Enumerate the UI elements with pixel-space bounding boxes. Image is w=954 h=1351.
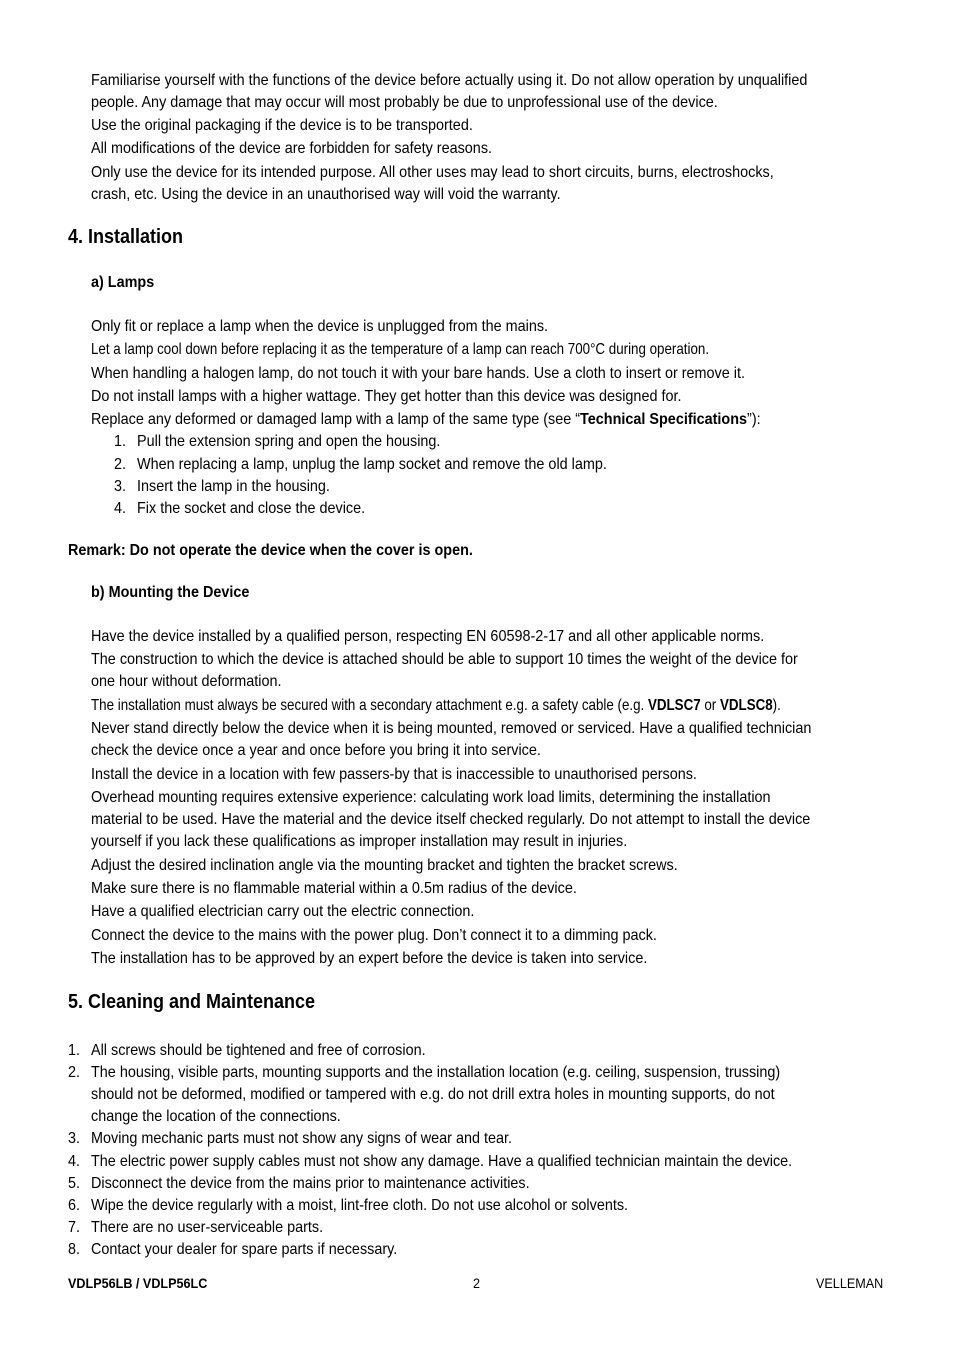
lamps-line: Only fit or replace a lamp when the device is unplugged from the mains. [91, 318, 549, 335]
mounting-line: The construction to which the device is attached should be able to support 10 times the weight of the device for [91, 651, 798, 668]
item-number: 5. [68, 1175, 81, 1192]
product-code: VDLSC7 [647, 697, 701, 714]
step-text: Pull the extension spring and open the housing. [137, 433, 441, 450]
mounting-line: Overhead mounting requires extensive experience: calculating work load limits, determining the installation [91, 789, 771, 806]
item-text: Contact your dealer for spare parts if necessary. [91, 1241, 398, 1258]
footer-model: VDLP56LB / VDLP56LC [68, 1275, 208, 1291]
mounting-line: one hour without deformation. [91, 673, 282, 690]
intro-line: All modifications of the device are forbidden for safety reasons. [91, 140, 493, 157]
step-text: Insert the lamp in the housing. [137, 478, 330, 495]
item-number: 2. [68, 1064, 81, 1081]
lamps-line: Do not install lamps with a higher wattage. They get hotter than this device was designed for. [91, 388, 682, 405]
lamps-line: When handling a halogen lamp, do not touch it with your bare hands. Use a cloth to insert or remove it. [91, 365, 745, 382]
replace-text: Replace any deformed or damaged lamp with a lamp of the same type (see “ [91, 411, 581, 428]
item-text: Moving mechanic parts must not show any signs of wear and tear. [91, 1130, 513, 1147]
step-text: Fix the socket and close the device. [137, 500, 366, 517]
secondary-text: ). [772, 697, 781, 714]
subsection-heading-mounting: b) Mounting the Device [91, 584, 250, 601]
step-number: 1. [114, 433, 127, 450]
mounting-line: Make sure there is no flammable material within a 0.5m radius of the device. [91, 880, 577, 897]
mounting-line: yourself if you lack these qualifications as improper installation may result in injuries. [91, 833, 628, 850]
item-number: 1. [68, 1042, 81, 1059]
footer-brand: VELLEMAN [816, 1275, 884, 1291]
item-text: Disconnect the device from the mains prior to maintenance activities. [91, 1175, 530, 1192]
spec-reference: Technical Specifications [580, 411, 748, 428]
secondary-text: The installation must always be secured with a secondary attachment e.g. a safety cable (e.g. [91, 697, 648, 714]
step-number: 4. [114, 500, 127, 517]
item-text: should not be deformed, modified or tampered with e.g. do not drill extra holes in mounting supports, do not [91, 1086, 775, 1103]
intro-line: Familiarise yourself with the functions of the device before actually using it. Do not allow operation by unqualified [91, 72, 808, 89]
mounting-line: Connect the device to the mains with the power plug. Don’t connect it to a dimming pack. [91, 927, 657, 944]
subsection-heading-lamps: a) Lamps [91, 274, 155, 291]
item-text: There are no user-serviceable parts. [91, 1219, 324, 1236]
mounting-line: Install the device in a location with few passers-by that is inaccessible to unauthorised persons. [91, 766, 697, 783]
mounting-secondary-line [91, 695, 781, 717]
mounting-line: material to be used. Have the material and the device itself checked regularly. Do not attempt to install the device [91, 811, 811, 828]
item-text: The electric power supply cables must not show any damage. Have a qualified technician maintain the device. [91, 1153, 793, 1170]
item-number: 8. [68, 1241, 81, 1258]
lamps-replace-line [91, 409, 761, 431]
mounting-line: Have a qualified electrician carry out the electric connection. [91, 903, 475, 920]
replace-text: ”): [747, 411, 761, 428]
lamps-line: Let a lamp cool down before replacing it as the temperature of a lamp can reach 700°C during operation. [91, 341, 710, 358]
item-number: 4. [68, 1153, 81, 1170]
step-text: When replacing a lamp, unplug the lamp socket and remove the old lamp. [137, 456, 607, 473]
step-number: 3. [114, 478, 127, 495]
mounting-line: Adjust the desired inclination angle via the mounting bracket and tighten the bracket screws. [91, 857, 678, 874]
mounting-line: The installation has to be approved by an expert before the device is taken into service. [91, 950, 648, 967]
item-text: change the location of the connections. [91, 1108, 341, 1125]
intro-line: people. Any damage that may occur will most probably be due to unprofessional use of the device. [91, 94, 718, 111]
item-text: All screws should be tightened and free of corrosion. [91, 1042, 426, 1059]
mounting-line: Have the device installed by a qualified person, respecting EN 60598-2-17 and all other applicable norms. [91, 628, 765, 645]
mounting-line: Never stand directly below the device when it is being mounted, removed or serviced. Have a qualified technician [91, 720, 812, 737]
item-number: 3. [68, 1130, 81, 1147]
intro-line: crash, etc. Using the device in an unauthorised way will void the warranty. [91, 186, 561, 203]
item-text: Wipe the device regularly with a moist, lint-free cloth. Do not use alcohol or solvents. [91, 1197, 629, 1214]
item-number: 7. [68, 1219, 81, 1236]
remark: Remark: Do not operate the device when the cover is open. [68, 542, 473, 559]
footer-page-number: 2 [473, 1275, 481, 1291]
section-heading-installation: 4. Installation [68, 226, 184, 248]
secondary-text: or [700, 697, 720, 714]
intro-line: Use the original packaging if the device is to be transported. [91, 117, 473, 134]
item-number: 6. [68, 1197, 81, 1214]
mounting-line: check the device once a year and once before you bring it into service. [91, 742, 541, 759]
intro-line: Only use the device for its intended purpose. All other uses may lead to short circuits, burns, electroshocks, [91, 164, 774, 181]
item-text: The housing, visible parts, mounting supports and the installation location (e.g. ceiling, suspension, trussing) [91, 1064, 781, 1081]
section-heading-cleaning: 5. Cleaning and Maintenance [68, 991, 316, 1013]
step-number: 2. [114, 456, 127, 473]
product-code: VDLSC8 [719, 697, 773, 714]
